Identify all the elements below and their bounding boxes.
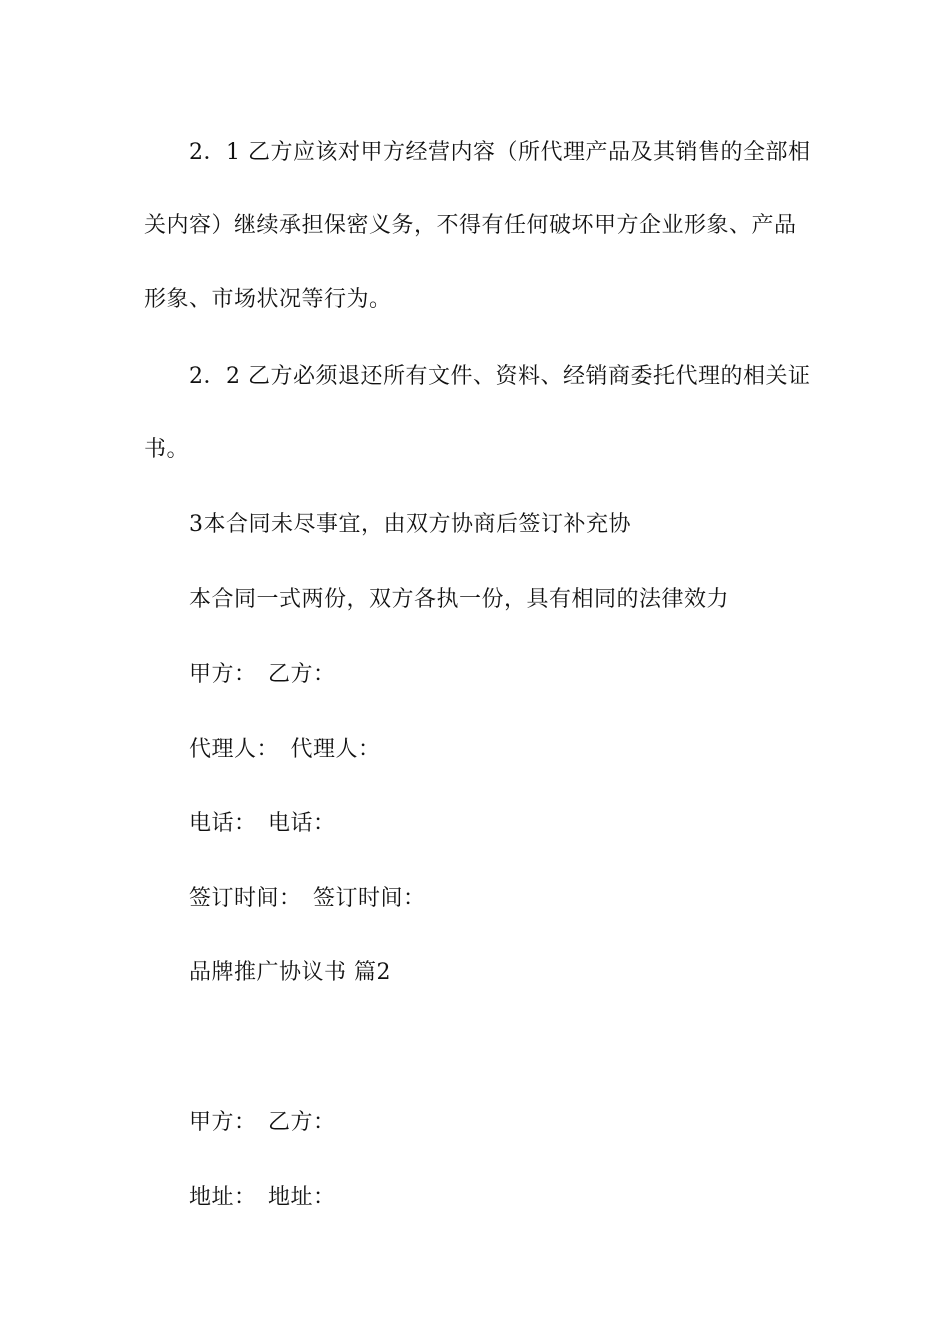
second-contract-address-line: 地址： 地址： <box>189 1185 336 1210</box>
signature-date-line: 签订时间： 签订时间： <box>189 886 426 911</box>
clause-2-1-line-2: 关内容）继续承担保密义务，不得有任何破坏甲方企业形象、产品 <box>144 213 797 238</box>
section-title: 品牌推广协议书 篇2 <box>189 960 391 985</box>
second-contract-party-line: 甲方： 乙方： <box>189 1110 336 1135</box>
clause-2-2-line-1: 2．2 乙方必须退还所有文件、资料、经销商委托代理的相关证 <box>189 364 811 389</box>
signature-phone-line: 电话： 电话： <box>189 811 336 836</box>
clause-2-2-line-2: 书。 <box>144 437 190 462</box>
clause-2-1-line-1: 2．1 乙方应该对甲方经营内容（所代理产品及其销售的全部相 <box>189 140 811 165</box>
signature-agent-line: 代理人： 代理人： <box>189 737 381 762</box>
signature-party-line: 甲方： 乙方： <box>189 662 336 687</box>
clause-2-1-line-3: 形象、市场状况等行为。 <box>144 287 392 312</box>
copies-note: 本合同一式两份，双方各执一份，具有相同的法律效力 <box>189 587 730 612</box>
clause-3: 3本合同未尽事宜，由双方协商后签订补充协 <box>189 512 631 537</box>
